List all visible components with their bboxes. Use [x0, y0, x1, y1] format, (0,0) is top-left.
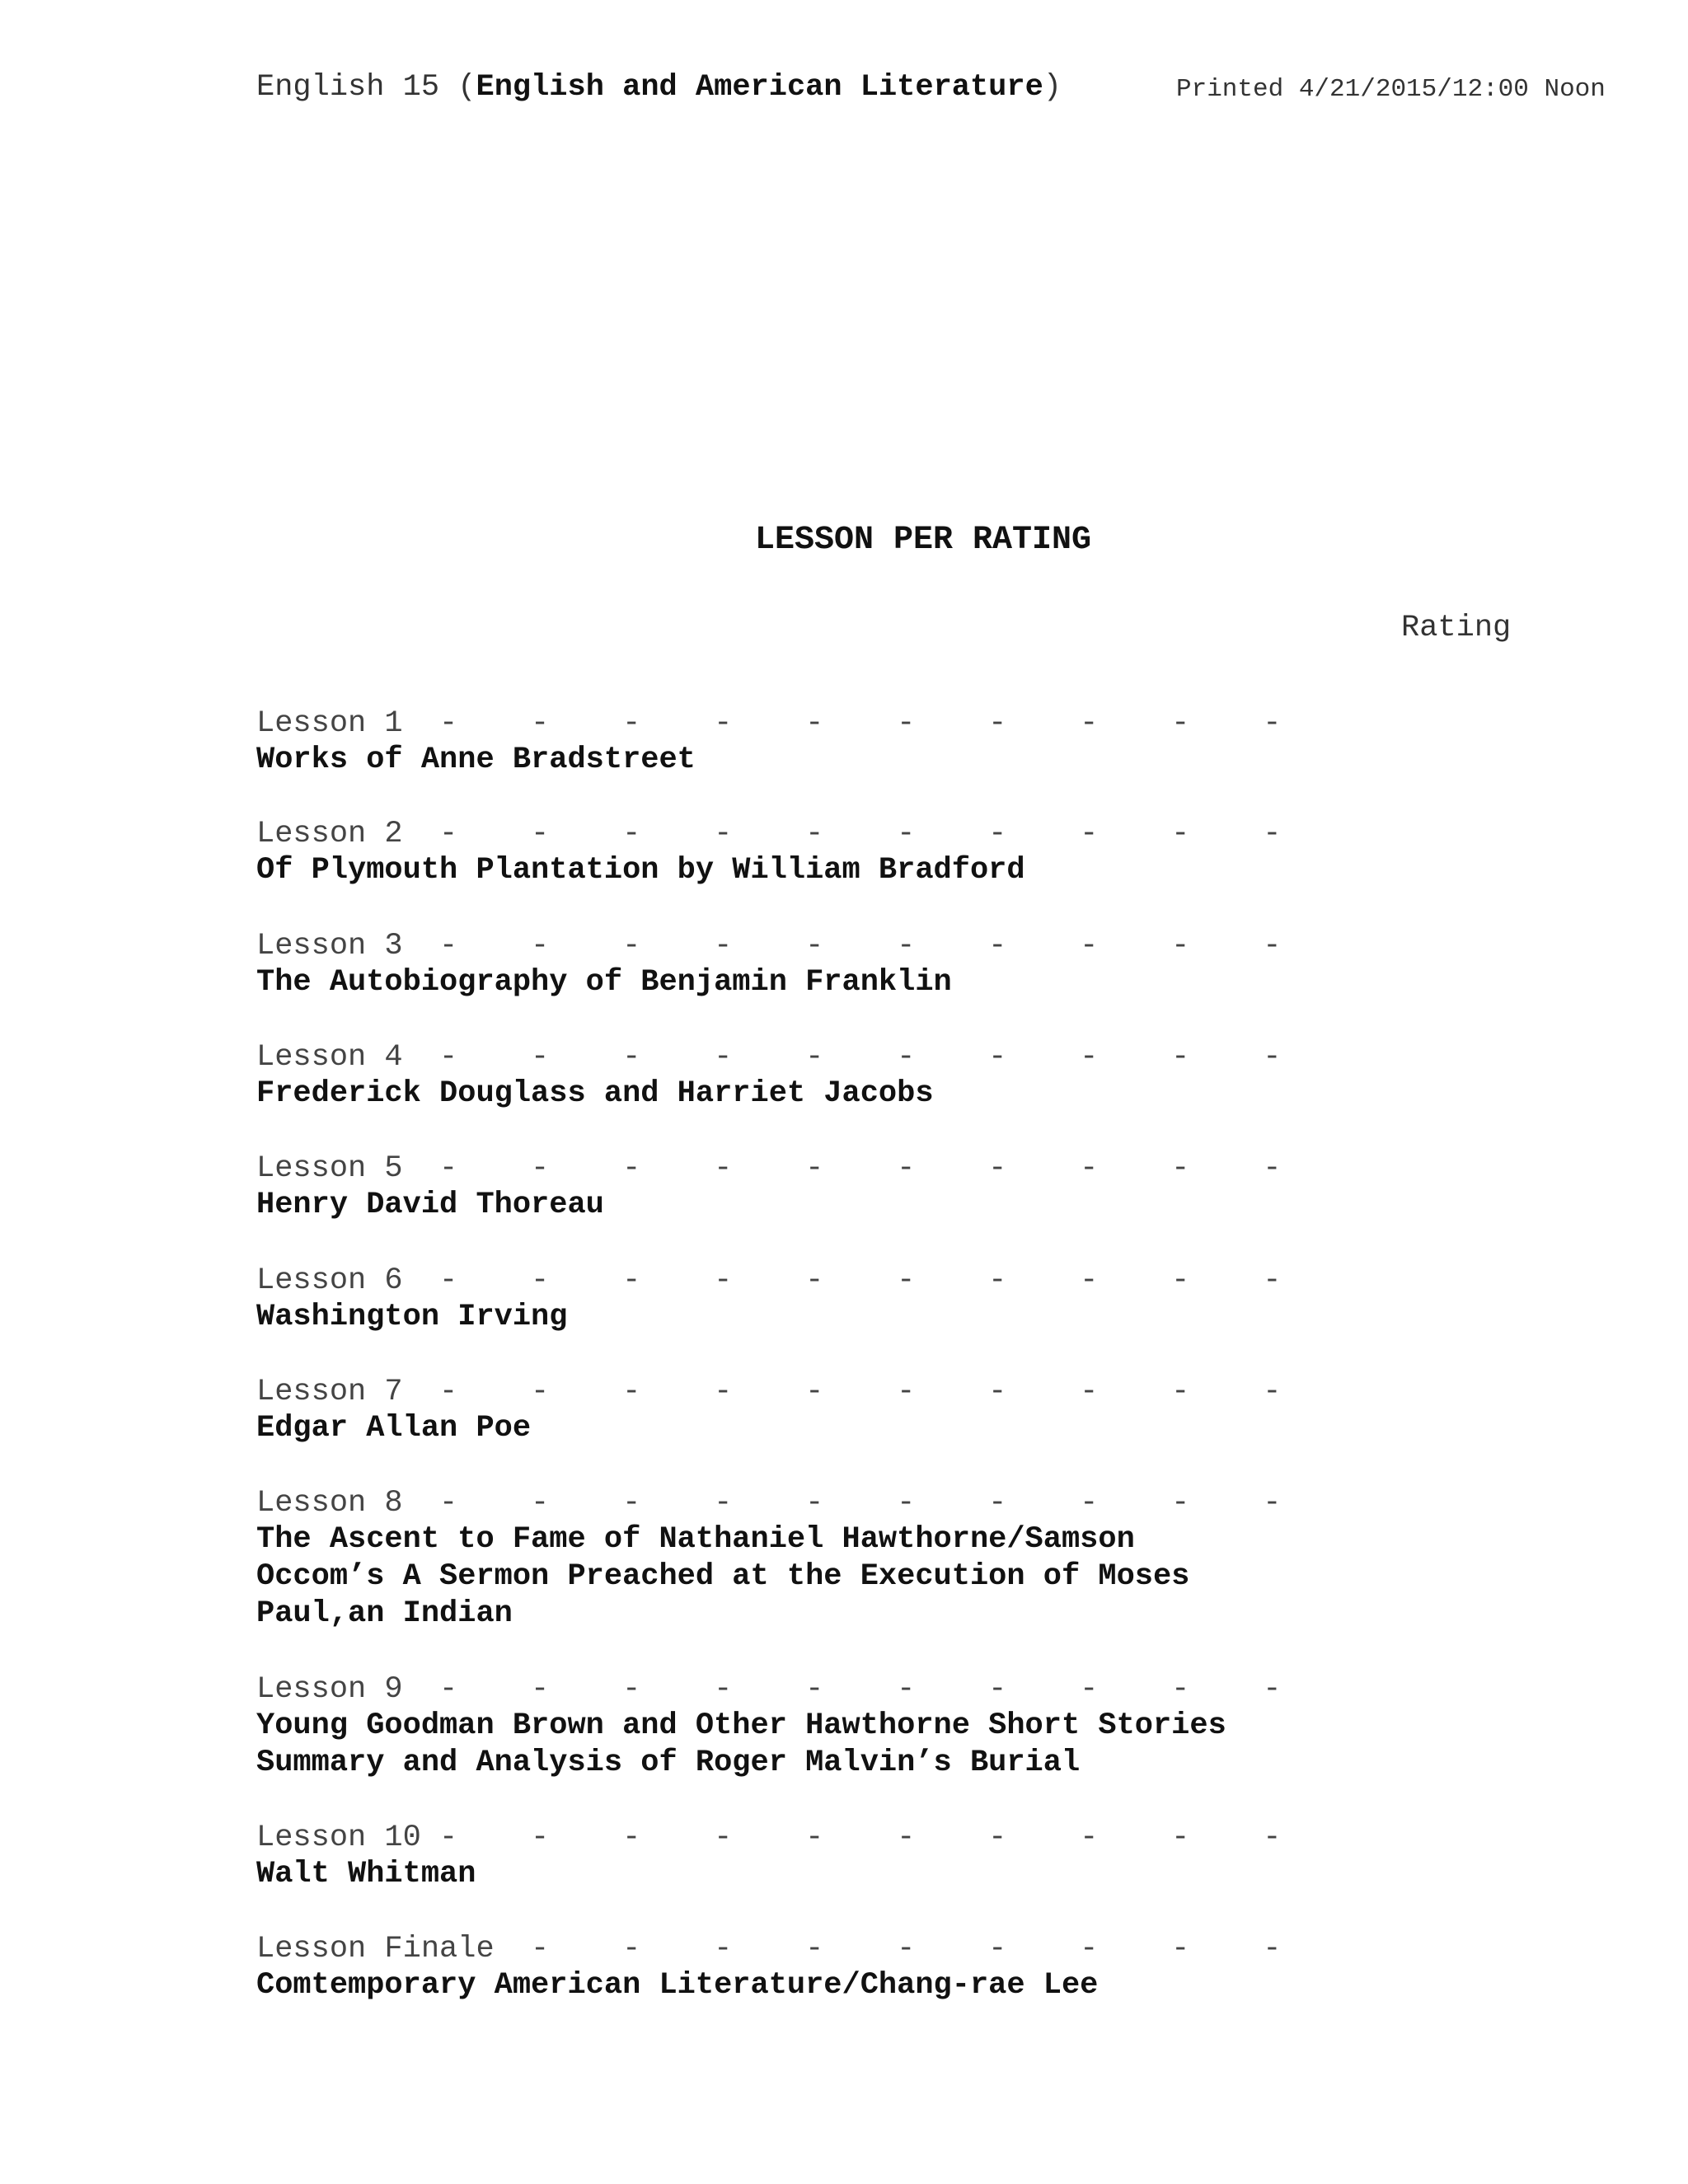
lesson-item	[256, 928, 1410, 1001]
lesson-label: Lesson 9 - - - - - - - - - -	[256, 1672, 1282, 1707]
lesson-title-continued: Occom’s A Sermon Preached at the Execution of Moses	[256, 1559, 1190, 1594]
lesson-item	[256, 1039, 1410, 1113]
lesson-title: Frederick Douglass and Harriet Jacobs	[256, 1076, 934, 1111]
lesson-title: Works of Anne Bradstreet	[256, 743, 696, 777]
lesson-label: Lesson 3 - - - - - - - - - -	[256, 929, 1282, 963]
lesson-label: Lesson 4 - - - - - - - - - -	[256, 1040, 1282, 1075]
lesson-title: Walt Whitman	[256, 1857, 476, 1891]
lesson-title: Henry David Thoreau	[256, 1188, 604, 1222]
lesson-title: Edgar Allan Poe	[256, 1411, 532, 1446]
lesson-label: Lesson 10 - - - - - - - - - -	[256, 1821, 1282, 1855]
printed-date: Printed 4/21/2015/12:00 Noon	[1176, 75, 1606, 104]
lesson-title-continued: Summary and Analysis of Roger Malvin’s Burial	[256, 1746, 1081, 1780]
lesson-title-continued: Paul,an Indian	[256, 1596, 513, 1631]
lesson-item	[256, 1671, 1410, 1782]
lesson-label: Lesson Finale - - - - - - - - -	[256, 1932, 1282, 1966]
lesson-label: Lesson 1 - - - - - - - - - -	[256, 706, 1282, 741]
course-paren-open: (	[457, 70, 476, 105]
lesson-item	[256, 705, 1410, 779]
course-paren-close: )	[1043, 70, 1062, 105]
lesson-title: Comtemporary American Literature/Chang-rae Lee	[256, 1968, 1099, 2003]
lesson-title: The Ascent to Fame of Nathaniel Hawthorne/Samson	[256, 1522, 1135, 1557]
course-name: English 15	[256, 70, 440, 105]
lesson-title: The Autobiography of Benjamin Franklin	[256, 965, 952, 1000]
lesson-label: Lesson 6 - - - - - - - - - -	[256, 1263, 1282, 1298]
lesson-item	[256, 1151, 1410, 1224]
lesson-title: Young Goodman Brown and Other Hawthorne Short Stories	[256, 1708, 1226, 1743]
course-header	[256, 69, 1062, 105]
page-title: LESSON PER RATING	[754, 522, 1092, 559]
lesson-item	[256, 1485, 1410, 1633]
lesson-label: Lesson 7 - - - - - - - - - -	[256, 1375, 1282, 1409]
lesson-item	[256, 1263, 1410, 1336]
lesson-item	[256, 1374, 1410, 1447]
lesson-item	[256, 816, 1410, 889]
rating-column-heading: Rating	[1401, 611, 1512, 645]
lesson-item	[256, 1931, 1410, 2004]
course-subtitle: English and American Literature	[476, 70, 1043, 105]
lesson-title: Of Plymouth Plantation by William Bradford	[256, 853, 1025, 888]
lesson-title: Washington Irving	[256, 1300, 568, 1334]
lesson-label: Lesson 2 - - - - - - - - - -	[256, 817, 1282, 851]
lesson-label: Lesson 8 - - - - - - - - - -	[256, 1486, 1282, 1521]
lesson-item	[256, 1820, 1410, 1893]
lesson-label: Lesson 5 - - - - - - - - - -	[256, 1151, 1282, 1186]
